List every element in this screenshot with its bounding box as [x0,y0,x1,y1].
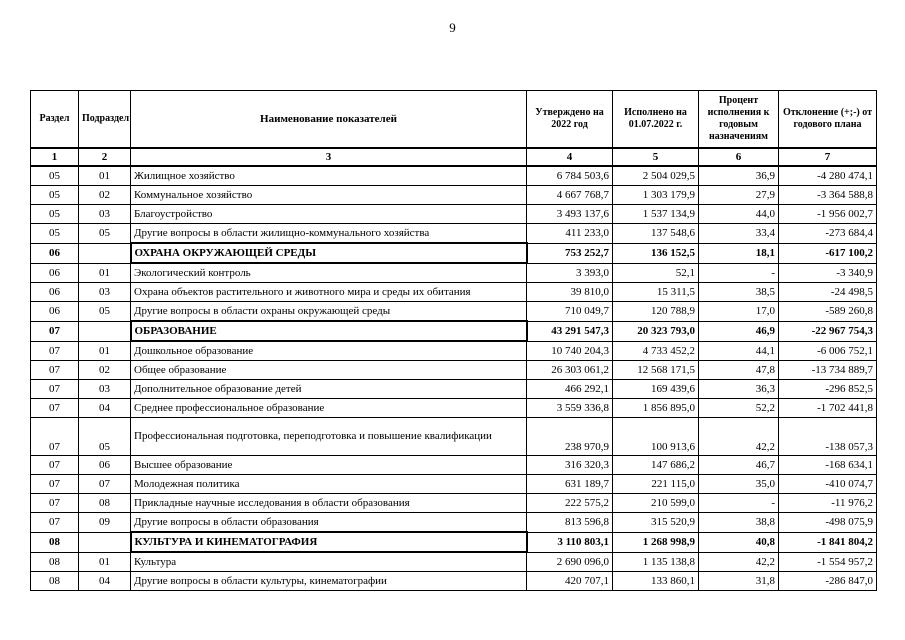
indicator-name-cell: Общее образование [131,361,527,380]
section-code-cell: 07 [31,456,79,475]
percent-cell: 36,9 [699,166,779,186]
executed-amount-cell: 120 788,9 [613,302,699,322]
table-row [31,552,877,572]
executed-amount-cell: 20 323 793,0 [613,321,699,341]
table-row [31,418,877,456]
indicator-name-cell: КУЛЬТУРА И КИНЕМАТОГРАФИЯ [131,532,527,552]
executed-amount-cell: 169 439,6 [613,380,699,399]
deviation-cell: -4 280 474,1 [779,166,877,186]
percent-cell: 17,0 [699,302,779,322]
subsection-code-cell: 01 [79,166,131,186]
executed-amount-cell: 1 856 895,0 [613,399,699,418]
deviation-cell: -138 057,3 [779,418,877,456]
header-subsection: Подраздел [79,91,131,149]
indicator-name-cell: Другие вопросы в области образования [131,513,527,533]
executed-amount-cell: 136 152,5 [613,243,699,263]
percent-cell: 42,2 [699,552,779,572]
deviation-cell: -3 340,9 [779,263,877,283]
subsection-code-cell: 05 [79,302,131,322]
indicator-name-cell: Среднее профессиональное образование [131,399,527,418]
table-row [31,302,877,322]
table-header-row [31,91,877,149]
subsection-code-cell: 01 [79,263,131,283]
deviation-cell: -168 634,1 [779,456,877,475]
executed-amount-cell: 2 504 029,5 [613,166,699,186]
approved-amount-cell: 238 970,9 [527,418,613,456]
deviation-cell: -11 976,2 [779,494,877,513]
column-number: 5 [613,148,699,166]
indicator-name-cell: Жилищное хозяйство [131,166,527,186]
executed-amount-cell: 210 599,0 [613,494,699,513]
subsection-code-cell: 03 [79,283,131,302]
table-row [31,494,877,513]
page-number: 9 [449,20,456,35]
indicator-name-cell: Экологический контроль [131,263,527,283]
column-number: 6 [699,148,779,166]
subsection-code-cell: 05 [79,418,131,456]
subsection-code-cell: 04 [79,399,131,418]
approved-amount-cell: 710 049,7 [527,302,613,322]
indicator-name-cell: Культура [131,552,527,572]
indicator-name-cell: Дошкольное образование [131,341,527,361]
percent-cell: 18,1 [699,243,779,263]
approved-amount-cell: 316 320,3 [527,456,613,475]
budget-execution-table [30,90,877,591]
indicator-name-cell: Охрана объектов растительного и животного мира и среды их обитания [131,283,527,302]
deviation-cell: -1 702 441,8 [779,399,877,418]
approved-amount-cell: 3 493 137,6 [527,205,613,224]
section-code-cell: 07 [31,418,79,456]
section-code-cell: 08 [31,532,79,552]
percent-cell: 44,0 [699,205,779,224]
executed-amount-cell: 315 520,9 [613,513,699,533]
approved-amount-cell: 411 233,0 [527,224,613,244]
deviation-cell: -617 100,2 [779,243,877,263]
header-name: Наименование показателей [131,91,527,149]
approved-amount-cell: 6 784 503,6 [527,166,613,186]
table-row [31,380,877,399]
header-percent: Процент исполнения к годовым назначениям [699,91,779,149]
indicator-name-cell: Другие вопросы в области культуры, кинематографии [131,572,527,591]
executed-amount-cell: 1 303 179,9 [613,186,699,205]
section-code-cell: 05 [31,186,79,205]
section-code-cell: 07 [31,380,79,399]
deviation-cell: -498 075,9 [779,513,877,533]
percent-cell: 27,9 [699,186,779,205]
table-body [31,166,877,591]
deviation-cell: -1 841 804,2 [779,532,877,552]
deviation-cell: -273 684,4 [779,224,877,244]
deviation-cell: -1 956 002,7 [779,205,877,224]
percent-cell: 38,8 [699,513,779,533]
approved-amount-cell: 43 291 547,3 [527,321,613,341]
percent-cell: 40,8 [699,532,779,552]
section-code-cell: 08 [31,572,79,591]
approved-amount-cell: 4 667 768,7 [527,186,613,205]
table-row [31,224,877,244]
indicator-name-cell: ОХРАНА ОКРУЖАЮЩЕЙ СРЕДЫ [131,243,527,263]
subsection-code-cell [79,532,131,552]
indicator-name-cell: Молодежная политика [131,475,527,494]
executed-amount-cell: 133 860,1 [613,572,699,591]
table-row [31,263,877,283]
column-number: 7 [779,148,877,166]
indicator-name-cell: Благоустройство [131,205,527,224]
section-code-cell: 05 [31,205,79,224]
percent-cell: 52,2 [699,399,779,418]
percent-cell: 31,8 [699,572,779,591]
indicator-name-cell: Коммунальное хозяйство [131,186,527,205]
header-deviation: Отклонение (+;-) от годового плана [779,91,877,149]
deviation-cell: -1 554 957,2 [779,552,877,572]
executed-amount-cell: 1 537 134,9 [613,205,699,224]
subsection-code-cell: 02 [79,361,131,380]
executed-amount-cell: 15 311,5 [613,283,699,302]
table-row [31,361,877,380]
percent-cell: - [699,263,779,283]
deviation-cell: -589 260,8 [779,302,877,322]
executed-amount-cell: 52,1 [613,263,699,283]
deviation-cell: -6 006 752,1 [779,341,877,361]
subsection-code-cell: 06 [79,456,131,475]
approved-amount-cell: 2 690 096,0 [527,552,613,572]
indicator-name-cell: Другие вопросы в области жилищно-коммунального хозяйства [131,224,527,244]
executed-amount-cell: 4 733 452,2 [613,341,699,361]
percent-cell: - [699,494,779,513]
section-code-cell: 07 [31,341,79,361]
subsection-code-cell: 08 [79,494,131,513]
subsection-code-cell [79,243,131,263]
subsection-code-cell: 02 [79,186,131,205]
subsection-code-cell: 01 [79,341,131,361]
percent-cell: 46,9 [699,321,779,341]
deviation-cell: -286 847,0 [779,572,877,591]
percent-cell: 38,5 [699,283,779,302]
approved-amount-cell: 39 810,0 [527,283,613,302]
section-code-cell: 07 [31,361,79,380]
approved-amount-cell: 813 596,8 [527,513,613,533]
executed-amount-cell: 1 135 138,8 [613,552,699,572]
approved-amount-cell: 3 110 803,1 [527,532,613,552]
deviation-cell: -22 967 754,3 [779,321,877,341]
deviation-cell: -3 364 588,8 [779,186,877,205]
subsection-code-cell: 03 [79,205,131,224]
deviation-cell: -296 852,5 [779,380,877,399]
table-row [31,166,877,186]
section-total-row [31,321,877,341]
section-total-row [31,532,877,552]
section-code-cell: 05 [31,166,79,186]
table-row [31,186,877,205]
indicator-name-cell: ОБРАЗОВАНИЕ [131,321,527,341]
column-number: 3 [131,148,527,166]
percent-cell: 36,3 [699,380,779,399]
percent-cell: 33,4 [699,224,779,244]
subsection-code-cell: 05 [79,224,131,244]
indicator-name-cell: Дополнительное образование детей [131,380,527,399]
section-code-cell: 05 [31,224,79,244]
percent-cell: 47,8 [699,361,779,380]
indicator-name-cell: Другие вопросы в области охраны окружающей среды [131,302,527,322]
approved-amount-cell: 631 189,7 [527,475,613,494]
percent-cell: 46,7 [699,456,779,475]
executed-amount-cell: 221 115,0 [613,475,699,494]
table-row [31,456,877,475]
approved-amount-cell: 3 393,0 [527,263,613,283]
table-row [31,205,877,224]
table-row [31,572,877,591]
column-number: 1 [31,148,79,166]
section-code-cell: 07 [31,399,79,418]
deviation-cell: -13 734 889,7 [779,361,877,380]
table-row [31,283,877,302]
percent-cell: 42,2 [699,418,779,456]
approved-amount-cell: 10 740 204,3 [527,341,613,361]
deviation-cell: -410 074,7 [779,475,877,494]
deviation-cell: -24 498,5 [779,283,877,302]
column-number: 4 [527,148,613,166]
approved-amount-cell: 466 292,1 [527,380,613,399]
header-section: Раздел [31,91,79,149]
section-code-cell: 07 [31,513,79,533]
header-executed: Исполнено на 01.07.2022 г. [613,91,699,149]
column-number: 2 [79,148,131,166]
section-total-row [31,243,877,263]
subsection-code-cell: 07 [79,475,131,494]
indicator-name-cell: Профессиональная подготовка, переподготовка и повышение квалификации [131,418,527,456]
section-code-cell: 07 [31,475,79,494]
subsection-code-cell: 01 [79,552,131,572]
section-code-cell: 08 [31,552,79,572]
column-number-row [31,148,877,166]
executed-amount-cell: 147 686,2 [613,456,699,475]
section-code-cell: 07 [31,494,79,513]
section-code-cell: 06 [31,302,79,322]
executed-amount-cell: 100 913,6 [613,418,699,456]
percent-cell: 35,0 [699,475,779,494]
header-approved: Утверждено на 2022 год [527,91,613,149]
indicator-name-cell: Прикладные научные исследования в области образования [131,494,527,513]
section-code-cell: 06 [31,243,79,263]
section-code-cell: 06 [31,283,79,302]
section-code-cell: 07 [31,321,79,341]
executed-amount-cell: 12 568 171,5 [613,361,699,380]
approved-amount-cell: 3 559 336,8 [527,399,613,418]
approved-amount-cell: 420 707,1 [527,572,613,591]
table-row [31,341,877,361]
percent-cell: 44,1 [699,341,779,361]
table-row [31,475,877,494]
table-row [31,399,877,418]
table-row [31,513,877,533]
executed-amount-cell: 137 548,6 [613,224,699,244]
approved-amount-cell: 222 575,2 [527,494,613,513]
subsection-code-cell [79,321,131,341]
subsection-code-cell: 04 [79,572,131,591]
subsection-code-cell: 03 [79,380,131,399]
section-code-cell: 06 [31,263,79,283]
subsection-code-cell: 09 [79,513,131,533]
executed-amount-cell: 1 268 998,9 [613,532,699,552]
approved-amount-cell: 753 252,7 [527,243,613,263]
approved-amount-cell: 26 303 061,2 [527,361,613,380]
indicator-name-cell: Высшее образование [131,456,527,475]
